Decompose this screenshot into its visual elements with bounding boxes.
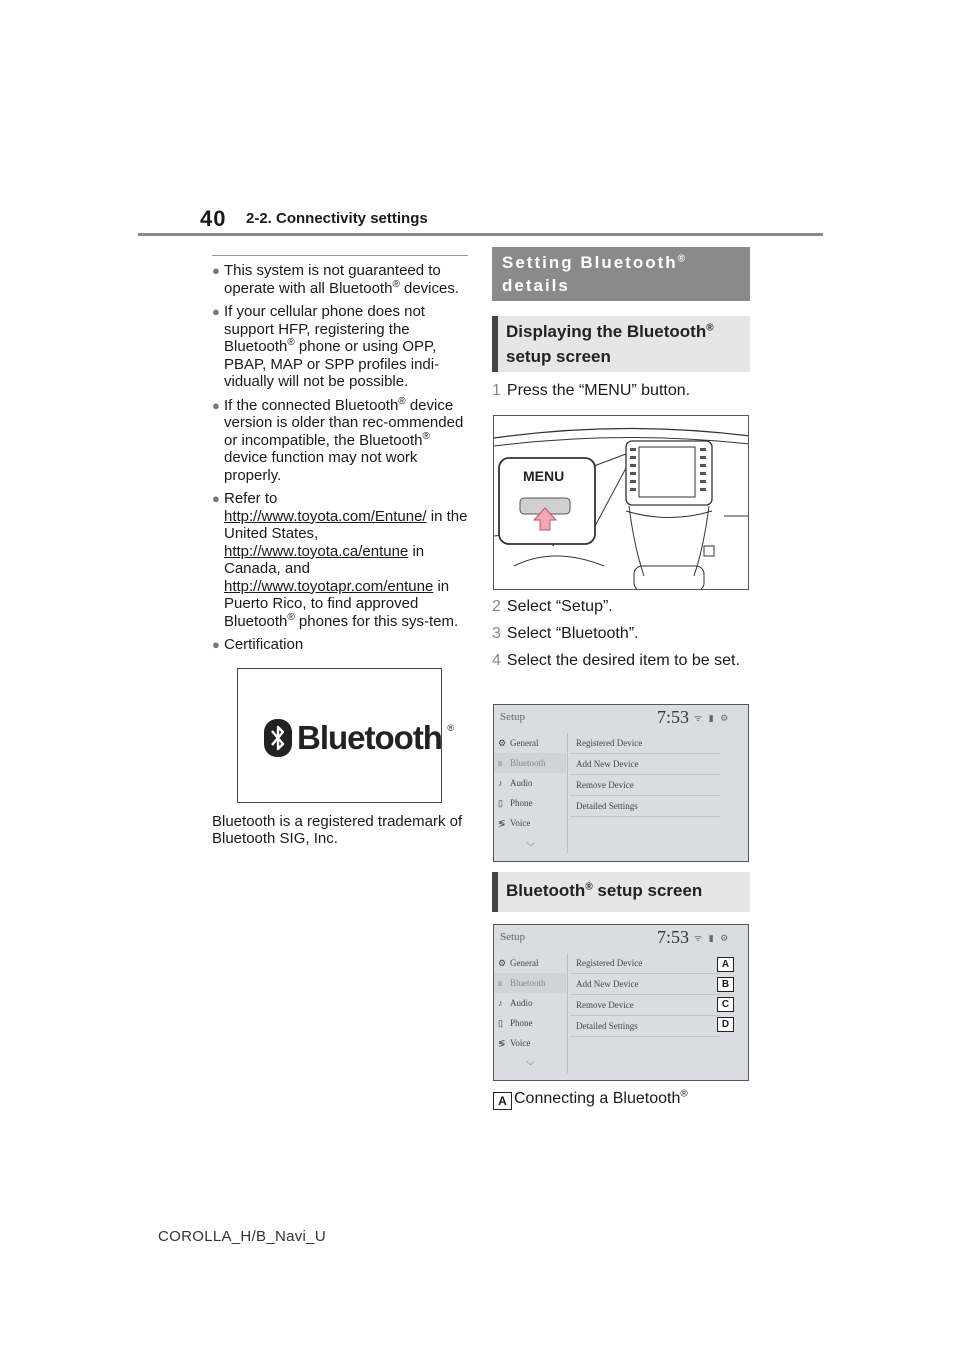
bluetooth-icon: ʙ [498, 978, 503, 988]
option-registered-device[interactable]: Registered Device [570, 733, 720, 754]
bluetooth-setup-screen-figure [493, 924, 749, 1081]
bullet-dot-icon: ● [212, 397, 220, 413]
menu-item-phone[interactable]: ▯ Phone [494, 793, 566, 813]
bluetooth-icon: ʙ [498, 758, 503, 768]
callout-c: C [717, 997, 734, 1012]
top-divider [212, 255, 468, 256]
subsection-title-displaying: Displaying the Bluetooth® setup screen [492, 316, 750, 372]
section-header: 2-2. Connectivity settings [246, 210, 428, 227]
subsection-title-setup-screen: Bluetooth® setup screen [492, 872, 750, 912]
menu-button-label: MENU [523, 468, 565, 484]
screen-menu-list [494, 733, 566, 833]
menu-item-phone[interactable]: ▯ Phone [494, 1013, 566, 1033]
menu-item-voice[interactable]: ≶ Voice [494, 813, 566, 833]
callout-a: A [717, 957, 734, 972]
dashboard-drawing [494, 416, 749, 590]
screen-clock: 7:53 [657, 707, 690, 727]
step-4: 4 Select the desired item to be set. [492, 652, 740, 669]
voice-icon: ≶ [498, 1038, 506, 1048]
phone-icon: ▯ [498, 798, 503, 808]
menu-item-bluetooth[interactable]: ʙ Bluetooth [494, 973, 566, 993]
callout-label-a: A [493, 1092, 512, 1110]
screen-clock: 7:53 [657, 927, 690, 947]
trademark-note: Bluetooth is a registered trademark of Bluetooth SIG, Inc. [212, 812, 463, 847]
step-3: 3 Select “Bluetooth”. [492, 625, 639, 642]
option-detailed-settings[interactable]: Detailed Settings [570, 1016, 720, 1037]
bluetooth-logo-box [237, 668, 454, 803]
bullet-item: ● If the connected Bluetooth® device version is older than rec-ommended or incompatible, the Bluetooth® device function may not work properly. [212, 395, 464, 484]
screen-option-list [570, 953, 720, 1037]
status-icons: ᯤ ▮ ⚙ [694, 713, 731, 723]
voice-icon: ≶ [498, 818, 506, 828]
footer-model-code: COROLLA_H/B_Navi_U [158, 1228, 326, 1245]
option-add-new-device[interactable]: Add New Device [570, 974, 720, 995]
bullet-item: ● If your cellular phone does not support HFP, registering the Bluetooth® phone or using OPP, PBAP, MAP or SPP profiles indi-vidually will not be possible. [212, 303, 440, 390]
link-us[interactable]: http://www.toyota.com/Entune/ [224, 507, 427, 525]
menu-item-audio[interactable]: ♪ Audio [494, 773, 566, 793]
callout-a-description: Connecting a Bluetooth® [514, 1088, 688, 1107]
phone-icon: ▯ [498, 1018, 503, 1028]
option-add-new-device[interactable]: Add New Device [570, 754, 720, 775]
option-detailed-settings[interactable]: Detailed Settings [570, 796, 720, 817]
screen-title: Setup [500, 711, 526, 723]
callout-d: D [717, 1017, 734, 1032]
bullet-item-refer: ● Refer to http://www.toyota.com/Entune/ in the United States, http://www.toyota.ca/entune in Canada, and http://www.toyotapr.com/entune in Puerto Rico, to find approved Bluetooth® phones for this sys-tem. [212, 490, 468, 630]
music-note-icon: ♪ [498, 998, 503, 1008]
bullet-dot-icon: ● [212, 491, 220, 506]
menu-item-voice[interactable]: ≶ Voice [494, 1033, 566, 1053]
step-1: 1 Press the “MENU” button. [492, 382, 691, 399]
bullet-dot-icon: ● [212, 263, 220, 278]
link-puerto-rico[interactable]: http://www.toyotapr.com/entune [224, 577, 434, 595]
bluetooth-icon [264, 719, 292, 757]
link-canada[interactable]: http://www.toyota.ca/entune [224, 542, 409, 560]
music-note-icon: ♪ [498, 778, 503, 788]
step-2: 2 Select “Setup”. [492, 598, 613, 615]
left-column [212, 255, 468, 847]
screen-divider [567, 953, 568, 1073]
page-number: 40 [200, 206, 227, 231]
section-title: Setting Bluetooth® details [492, 247, 750, 301]
dashboard-illustration [493, 415, 749, 590]
setup-screen-figure [493, 704, 749, 862]
menu-item-general[interactable]: ⚙ General [494, 953, 566, 973]
bullet-item-certification: ● Certification [212, 636, 304, 653]
bluetooth-logo: Bluetooth ® [264, 719, 442, 757]
menu-item-audio[interactable]: ♪ Audio [494, 993, 566, 1013]
status-icons: ᯤ ▮ ⚙ [694, 933, 731, 943]
gear-icon: ⚙ [498, 738, 507, 748]
bluetooth-wordmark: Bluetooth [297, 718, 442, 756]
chevron-down-icon[interactable]: ﹀ [526, 842, 536, 852]
header-rule [138, 233, 823, 236]
gear-icon: ⚙ [498, 958, 507, 968]
menu-item-general[interactable]: ⚙ General [494, 733, 566, 753]
bullet-item: ● This system is not guaranteed to operate with all Bluetooth® devices. [212, 262, 460, 297]
screen-menu-list [494, 953, 566, 1053]
screen-title: Setup [500, 931, 526, 943]
chevron-down-icon[interactable]: ﹀ [526, 1061, 536, 1071]
screen-option-list [570, 733, 720, 817]
bullet-dot-icon: ● [212, 637, 220, 652]
option-registered-device[interactable]: Registered Device [570, 953, 720, 974]
option-remove-device[interactable]: Remove Device [570, 995, 720, 1016]
option-remove-device[interactable]: Remove Device [570, 775, 720, 796]
menu-item-bluetooth[interactable]: ʙ Bluetooth [494, 753, 566, 773]
bullet-dot-icon: ● [212, 304, 220, 319]
screen-divider [567, 733, 568, 853]
callout-b: B [717, 977, 734, 992]
